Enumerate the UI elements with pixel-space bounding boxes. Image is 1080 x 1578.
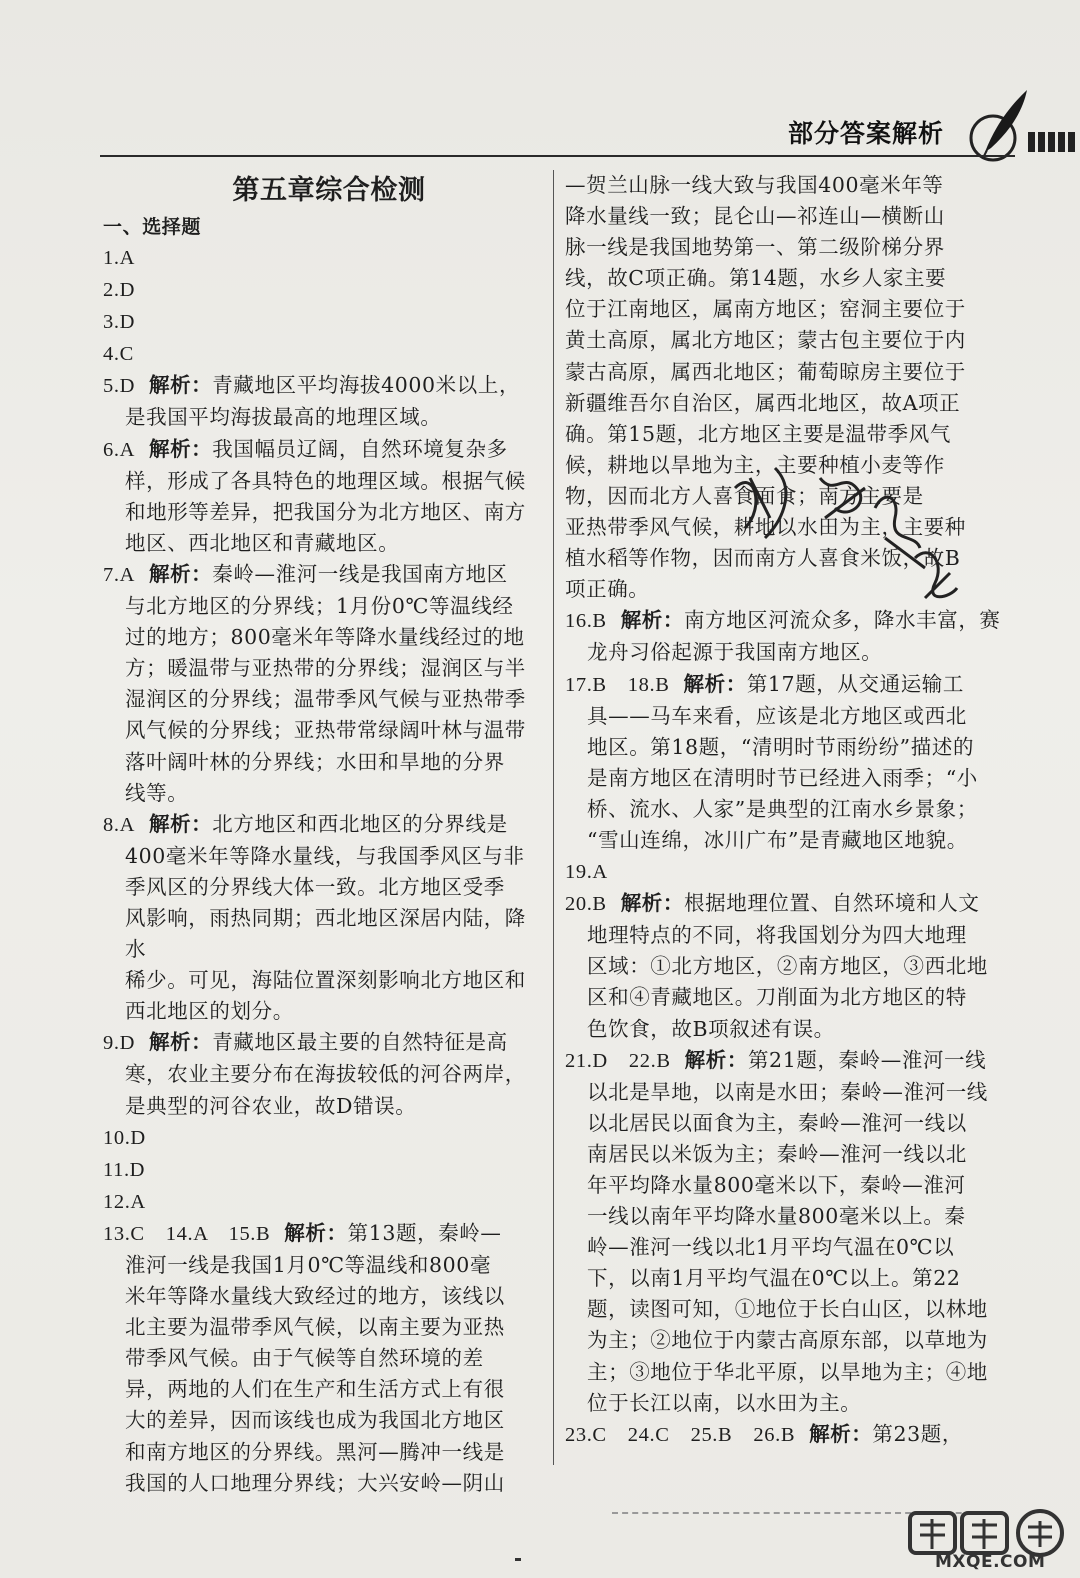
analysis-continuation: 物，因而北方人喜食面食；南方主要是 — [565, 483, 924, 508]
analysis-text: 青藏地区平均海拔4000米以上， — [212, 373, 521, 398]
analysis-label: 解析： — [148, 373, 213, 398]
analysis-continuation: 样，形成了各具特色的地理区域。根据气候 — [125, 468, 526, 493]
analysis-continuation: 与北方地区的分界线；1月份0℃等温线经 — [125, 594, 514, 619]
analysis-continuation: 植水稻等作物，因而南方人喜食米饭，故B — [565, 546, 961, 571]
analysis-continuation: 以北是旱地，以南是水田；秦岭—淮河一线 — [587, 1079, 988, 1104]
analysis-continuation: 西北地区的划分。 — [125, 999, 294, 1024]
analysis-continuation: 是典型的河谷农业，故D错误。 — [125, 1093, 417, 1118]
analysis-continuation: 蒙古高原，属西北地区；葡萄晾房主要位于 — [565, 359, 966, 384]
analysis-continuation: 400毫米年等降水量线，与我国季风区与非 — [125, 843, 525, 868]
analysis-continuation: 位于长江以南，以水田为主。 — [587, 1390, 862, 1415]
analysis-label: 解析： — [148, 436, 213, 461]
answer-item — [565, 888, 1015, 920]
analysis-continuation: 区域：①北方地区，②南方地区，③西北地 — [587, 954, 988, 979]
answer-number: 6.A — [103, 438, 135, 461]
analysis-continuation: 过的地方；800毫米年等降水量线经过的地 — [125, 625, 525, 650]
chapter-title: 第五章综合检测 — [232, 175, 426, 206]
analysis-continuation: 湿润区的分界线；温带季风气候与亚热带季 — [125, 687, 526, 712]
analysis-label: 解析： — [284, 1220, 348, 1245]
bottom-mark — [515, 1558, 521, 1561]
analysis-continuation: 是南方地区在清明时节已经进入雨季；“小 — [587, 765, 978, 790]
analysis-continuation: 色饮食，故B项叙述有误。 — [587, 1016, 835, 1041]
analysis-text: 第23题， — [872, 1421, 963, 1446]
analysis-continuation: 以北居民以面食为主，秦岭—淮河一线以 — [587, 1110, 967, 1135]
analysis-continuation: 线，故C项正确。第14题，水乡人家主要 — [565, 266, 947, 291]
answer-item — [103, 1154, 545, 1186]
analysis-continuation: 具——马车来看，应该是北方地区或西北 — [587, 703, 967, 728]
analysis-continuation: 稀少。可见，海陆位置深刻影响北方地区和 — [125, 968, 526, 993]
analysis-continuation: 我国的人口地理分界线；大兴安岭—阴山 — [125, 1470, 505, 1495]
analysis-continuation: 方；暖温带与亚热带的分界线；湿润区与半 — [125, 656, 526, 681]
analysis-label: 解析： — [809, 1421, 873, 1446]
analysis-text: 第21题，秦岭—淮河一线 — [747, 1047, 987, 1072]
analysis-text: 南方地区河流众多，降水丰富，赛 — [684, 608, 1001, 633]
answer-item — [103, 1218, 545, 1250]
section-heading: 一、选择题 — [103, 216, 202, 238]
answer-item — [103, 370, 545, 402]
answer-number: 17.B 18.B — [565, 673, 670, 696]
answer-item — [565, 1419, 1015, 1451]
analysis-text: 北方地区和西北地区的分界线是 — [212, 811, 508, 836]
analysis-continuation: 风影响，雨热同期；西北地区深居内陆，降水 — [125, 905, 526, 962]
analysis-continuation: 带季风气候。由于气候等自然环境的差 — [125, 1346, 484, 1371]
analysis-continuation: 年平均降水量800毫米以下，秦岭—淮河 — [587, 1173, 966, 1197]
answer-item — [103, 306, 545, 338]
analysis-continuation: 线等。 — [125, 780, 189, 805]
analysis-continuation: 和地形等差异，把我国分为北方地区、南方 — [125, 499, 526, 524]
analysis-continuation: 是我国平均海拔最高的地理区域。 — [125, 405, 442, 430]
analysis-label: 解析： — [620, 891, 685, 916]
answer-item — [103, 1027, 545, 1059]
answer-item — [103, 434, 545, 466]
analysis-continuation: 亚热带季风气候，耕地以水田为主，主要种 — [565, 515, 966, 540]
answer-item — [103, 274, 545, 306]
analysis-continuation: 地理特点的不同，将我国划分为四大地理 — [587, 923, 967, 948]
answer-item — [565, 1045, 1015, 1077]
analysis-continuation: 降水量线一致；昆仑山—祁连山—横断山 — [565, 204, 945, 229]
analysis-continuation: “雪山连绵，冰川广布”是青藏地区地貌。 — [587, 827, 968, 852]
answer-item — [103, 559, 545, 591]
analysis-continuation: 岭—淮河一线以北1月平均气温在0℃以 — [587, 1235, 955, 1260]
analysis-continuation: 桥、流水、人家”是典型的江南水乡景象； — [587, 796, 978, 821]
analysis-continuation: 下，以南1月平均气温在0℃以上。第22 — [587, 1266, 961, 1291]
analysis-text: 第17题，从交通运输工 — [746, 671, 964, 696]
analysis-continuation: 候，耕地以旱地为主，主要种植小麦等作 — [565, 452, 945, 477]
answer-number: 8.A — [103, 813, 135, 836]
analysis-label: 解析： — [148, 561, 213, 586]
answer-number: 13.C 14.A 15.B — [103, 1222, 271, 1245]
analysis-continuation: 米年等降水量线大致经过的地方，该线以 — [125, 1284, 505, 1309]
right-column — [565, 170, 1015, 1451]
analysis-text: 秦岭—淮河一线是我国南方地区 — [212, 561, 508, 586]
analysis-continuation: 淮河一线是我国1月0℃等温线和800毫 — [125, 1253, 492, 1277]
analysis-continuation: 新疆维吾尔自治区，属西北地区，故A项正 — [565, 390, 961, 415]
analysis-continuation: —贺兰山脉一线大致与我国400毫米年等 — [565, 173, 944, 197]
analysis-continuation: 确。第15题，北方地区主要是温带季风气 — [565, 421, 951, 446]
answer-number: 3.D — [103, 311, 135, 334]
analysis-continuation: 风气候的分界线；亚热带常绿阔叶林与温带 — [125, 718, 526, 743]
analysis-continuation: 位于江南地区，属南方地区；窑洞主要位于 — [565, 297, 966, 322]
left-column — [103, 168, 545, 1499]
analysis-text: 第13题，秦岭— — [347, 1220, 502, 1245]
analysis-continuation: 大的差异，因而该线也成为我国北方地区 — [125, 1408, 505, 1433]
analysis-continuation: 寒，农业主要分布在海拔较低的河谷两岸， — [125, 1062, 526, 1087]
analysis-label: 解析： — [148, 811, 213, 836]
analysis-continuation: 和南方地区的分界线。黑河—腾冲一线是 — [125, 1439, 505, 1464]
answer-number: 5.D — [103, 375, 135, 398]
analysis-continuation: 项正确。 — [565, 577, 650, 602]
handwriting-scribble — [725, 448, 965, 618]
answer-number: 7.A — [103, 563, 135, 586]
answer-number: 11.D — [103, 1158, 146, 1181]
column-divider — [553, 170, 554, 1465]
answer-number: 21.D 22.B — [565, 1049, 671, 1072]
analysis-continuation: 龙舟习俗起源于我国南方地区。 — [587, 640, 883, 665]
answer-item — [103, 809, 545, 841]
analysis-continuation: 题，读图可知，①地位于长白山区，以林地 — [587, 1297, 988, 1322]
answer-item — [565, 856, 1015, 888]
analysis-label: 解析： — [148, 1030, 213, 1055]
analysis-continuation: 北主要为温带季风气候，以南主要为亚热 — [125, 1315, 505, 1340]
answer-item — [103, 338, 545, 370]
analysis-continuation: 地区。第18题，“清明时节雨纷纷”描述的 — [587, 734, 975, 759]
answer-number: 12.A — [103, 1190, 146, 1213]
analysis-continuation: 一线以南年平均降水量800毫米以上。秦 — [587, 1204, 966, 1229]
header-tab-bars — [1028, 132, 1078, 156]
analysis-label: 解析： — [620, 608, 685, 633]
analysis-label: 解析： — [683, 671, 747, 696]
answer-number: 10.D — [103, 1126, 146, 1149]
answer-item — [103, 1186, 545, 1218]
answer-item — [103, 242, 545, 274]
answer-number: 16.B — [565, 610, 607, 633]
analysis-continuation: 地区、西北地区和青藏地区。 — [125, 530, 400, 555]
analysis-label: 解析： — [684, 1047, 748, 1072]
analysis-continuation: 脉一线是我国地势第一、第二级阶梯分界 — [565, 235, 945, 260]
analysis-continuation: 区和④青藏地区。刀削面为北方地区的特 — [587, 985, 967, 1010]
analysis-continuation: 为主；②地位于内蒙古高原东部，以草地为 — [587, 1328, 988, 1353]
header-rule — [100, 155, 1015, 157]
analysis-continuation: 异，两地的人们在生产和生活方式上有很 — [125, 1377, 505, 1402]
answer-number: 9.D — [103, 1032, 135, 1055]
analysis-text: 我国幅员辽阔，自然环境复杂多 — [212, 436, 508, 461]
analysis-continuation: 季风区的分界线大体一致。北方地区受季 — [125, 874, 505, 899]
answer-number: 23.C 24.C 25.B 26.B — [565, 1423, 796, 1446]
analysis-text: 根据地理位置、自然环境和人文 — [684, 891, 980, 916]
answer-number: 4.C — [103, 343, 134, 366]
watermark-text: MXQE.COM — [935, 1552, 1046, 1572]
analysis-continuation: 主；③地位于华北平原，以旱地为主；④地 — [587, 1359, 988, 1384]
analysis-text: 青藏地区最主要的自然特征是高 — [212, 1030, 508, 1055]
analysis-continuation: 落叶阔叶林的分界线；水田和旱地的分界 — [125, 749, 505, 774]
answer-number: 20.B — [565, 893, 607, 916]
header-title: 部分答案解析 — [788, 119, 945, 148]
analysis-continuation: 黄土高原，属北方地区；蒙古包主要位于内 — [565, 328, 966, 353]
answer-item — [103, 1122, 545, 1154]
analysis-continuation: 南居民以米饭为主；秦岭—淮河一线以北 — [587, 1141, 967, 1166]
quill-icon — [965, 86, 1035, 166]
answer-number: 1.A — [103, 247, 135, 269]
answer-number: 19.A — [565, 861, 608, 884]
answer-number: 2.D — [103, 279, 135, 302]
answer-item — [565, 669, 1015, 701]
